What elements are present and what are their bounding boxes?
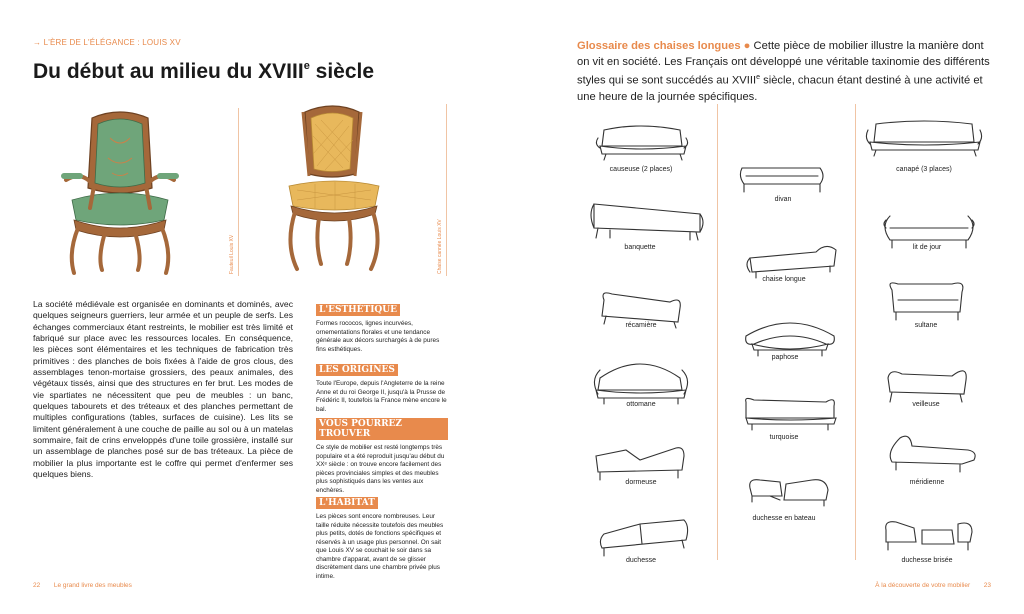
section-text: Formes rococos, lignes incurvées, ornementations florales et une tendance générale aux décors surchargés à de pures fins esthétiques. — [316, 320, 440, 353]
duchesse-bateau-sketch — [750, 480, 828, 506]
page-title: Du début au milieu du XVIIIe siècle — [33, 60, 375, 83]
label-recamiere: récamière — [625, 322, 657, 329]
label-divan: divan — [774, 196, 792, 203]
dormeuse-sketch — [596, 448, 684, 480]
meridienne-sketch — [890, 436, 975, 472]
book-title: Le grand livre des meubles — [53, 582, 132, 589]
glossary-intro: Glossaire des chaises longues ● Cette pièce de mobilier illustre la manière dont on vit en société. Les Français ont développé une véritable taxinomie des différents styles qui se sont succédés au XVIIIe siècle, chacun étant destiné à une activité et une heure de la journée spécifiques. — [577, 40, 990, 103]
body-text: La société médiévale est organisée en dominants et dominés, avec quelques seigneurs guerriers, leur armée et un peuple de serfs. Les échanges commerciaux étant restreints, le mobilier est très limité et fabriqué sur place avec les ressources locales. En conséquence, les pièces sont élémentaires et les techniques de fabrication très primitives : des planches de bois fixées à l'aide de gros clous, des assemblages tenon-mortaise grossiers, des peaux animales, des végétaux tissés, ainsi que des structures en fer brut. Les modes de vie spartiates ne nécessitent que peu de meubles : un banc, quelques tabourets et des tréteaux et des planches permettant de multiples configurations (tables, surfaces de cuisine). Les lits se limitent généralement à une couche de paille au sol ou à un matelas sommaire, fait de crins enveloppés d'une toile grossière, installé sur un assemblage de planches posé sur de bas tréteaux. La pièce de mobilier la plus importante est le coffre qui permet d'enfermer ses quelques biens. — [33, 299, 293, 480]
page-number: 23 — [983, 582, 991, 589]
section-text: Toute l'Europe, depuis l'Angleterre de la reine Anne et du roi George II, jusqu'à la Prusse de Frédéric II, toutefois la France mène encore le bal. — [316, 380, 447, 413]
causeuse-sketch — [596, 126, 687, 160]
breadcrumb: → L'ÈRE DE L'ÉLÉGANCE : LOUIS XV — [33, 38, 181, 47]
footer-right — [875, 582, 991, 589]
label-turquoise: turquoise — [769, 434, 799, 441]
section-header: L'ESTHÉTIQUE — [316, 304, 400, 316]
glossary-title: Glossaire des chaises longues — [577, 40, 741, 52]
label-dormeuse: dormeuse — [625, 479, 657, 486]
label-meridienne: méridienne — [909, 479, 945, 486]
label-duchesse-brisee: duchesse brisée — [901, 557, 953, 564]
section-header: LES ORIGINES — [316, 364, 398, 376]
label-veilleuse: veilleuse — [912, 401, 940, 408]
label-lit-de-jour: lit de jour — [912, 244, 942, 251]
paphose-sketch — [746, 323, 835, 356]
label-sultane: sultane — [914, 322, 938, 329]
label-banquette: banquette — [624, 244, 656, 251]
banquette-sketch — [591, 204, 703, 240]
turquoise-sketch — [746, 398, 836, 430]
label-canape: canapé (3 places) — [896, 166, 952, 173]
sultane-sketch — [890, 283, 963, 320]
page-number: 22 — [33, 582, 41, 589]
section-header: VOUS POURREZ TROUVER — [316, 418, 448, 440]
label-causeuse: causeuse (2 places) — [609, 166, 673, 173]
label-duchesse: duchesse — [626, 557, 656, 564]
canape-sketch — [866, 121, 981, 156]
label-chaise-longue: chaise longue — [762, 276, 806, 283]
chaise-longue-sketch — [747, 246, 836, 278]
label-paphose: paphose — [771, 354, 799, 361]
duchesse-sketch — [600, 520, 687, 556]
label-duchesse-bateau: duchesse en bateau — [752, 515, 816, 522]
section-text: Les pièces sont encore nombreuses. Leur taille réduite nécessite toutefois des meubles plus petits, dotés de fonctions spécifiques et réservés à un usage plus personnel. On sait que Louis XV se couchait le soir dans sa chambre d'apparat, avant de se glisser discrètement dans une chambre privée plus intime. — [316, 513, 444, 580]
divan-sketch — [740, 168, 823, 192]
section-header: L'HABITAT — [316, 497, 378, 509]
book-section-title: À la découverte de votre mobilier — [875, 582, 971, 589]
section-text: Ce style de mobilier est resté longtemps très populaire et a été reproduit jusqu'au début du XXᵉ siècle : on trouve encore facilement des pièces provinciales simples et des meubles plus sophistiqués dans les ventes aux enchères. — [316, 444, 445, 494]
duchesse-brisee-sketch — [886, 522, 972, 550]
caption-chaise-cannee: Chaise cannée Louis XV — [437, 219, 443, 274]
caption-fauteuil: Fauteuil Louis XV — [229, 234, 235, 274]
veilleuse-sketch — [888, 371, 966, 402]
label-ottomane: ottomane — [626, 401, 656, 408]
ottomane-sketch — [594, 364, 687, 404]
